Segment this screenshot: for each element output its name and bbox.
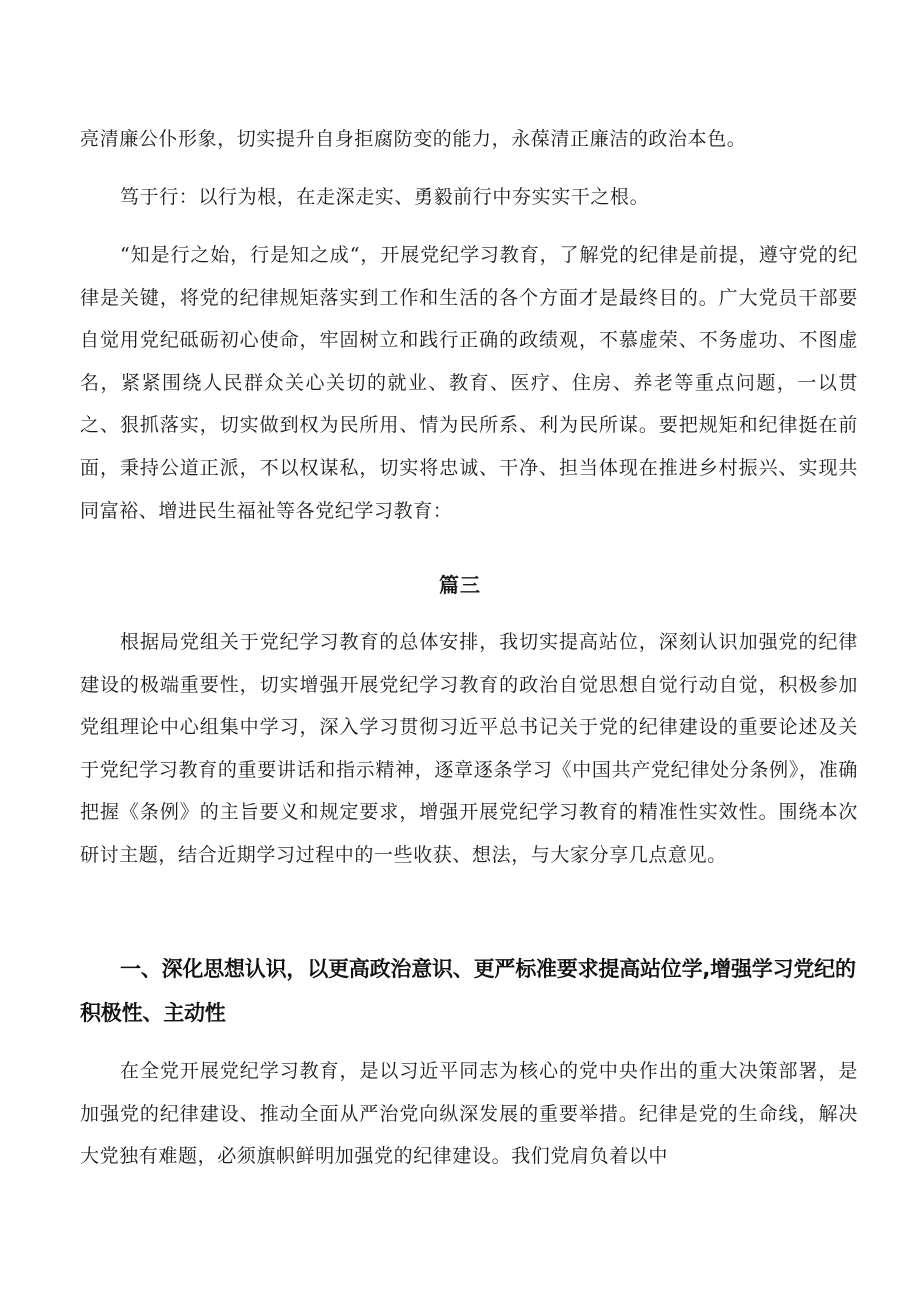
section-heading: 一、深化思想认识，以更高政治意识、更严标准要求提高站位学,增强学习党纪的积极性、主动性 bbox=[80, 957, 856, 1025]
paragraph-2: 笃于行：以行为根，在走深走实、勇毅前行中夯实实干之根。 bbox=[120, 186, 650, 208]
section-paragraph: 根据局党组关于党纪学习教育的总体安排，我切实提高站位，深刻认识加强党的纪律建设的极端重要性，切实增强开展党纪学习教育的政治自觉思想自觉行动自觉，积极参加党组理论中心组集中学习，深入学习贯彻习近平总书记关于党的纪律建设的重要论述及关于党纪学习教育的重要讲话和指示精神，逐章逐条学习《中国共产党纪律处分条例》，准确把握《条例》的主旨要义和规定要求，增强开展党纪学习教育的精准性实效性。围绕本次研讨主题，结合近期学习过程中的一些收获、想法，与大家分享几点意见。 bbox=[80, 631, 858, 866]
section-title: 篇三 bbox=[439, 573, 481, 597]
paragraph-1: 亮清廉公仆形象，切实提升自身拒腐防变的能力，永葆清正廉洁的政治本色。 bbox=[80, 128, 747, 150]
final-paragraph: 在全党开展党纪学习教育，是以习近平同志为核心的党中央作出的重大决策部署，是加强党的纪律建设、推动全面从严治党向纵深发展的重要举措。纪律是党的生命线，解决大党独有难题，必须旗帜鲜明加强党的纪律建设。我们党肩负着以中 bbox=[80, 1060, 858, 1168]
paragraph-3: “知是行之始，行是知之成“，开展党纪学习教育，了解党的纪律是前提，遵守党的纪律是关键，将党的纪律规矩落实到工作和生活的各个方面才是最终目的。广大党员干部要自觉用党纪砥砺初心使命，牢固树立和践行正确的政绩观，不慕虚荣、不务虚功、不图虚名，紧紧围绕人民群众关心关切的就业、教育、医疗、住房、养老等重点问题，一以贯之、狠抓落实，切实做到权为民所用、情为民所系、利为民所谋。要把规矩和纪律挺在前面，秉持公道正派，不以权谋私，切实将忠诚、干净、担当体现在推进乡村振兴、实现共同富裕、增进民生福祉等各党纪学习教育： bbox=[80, 244, 858, 522]
